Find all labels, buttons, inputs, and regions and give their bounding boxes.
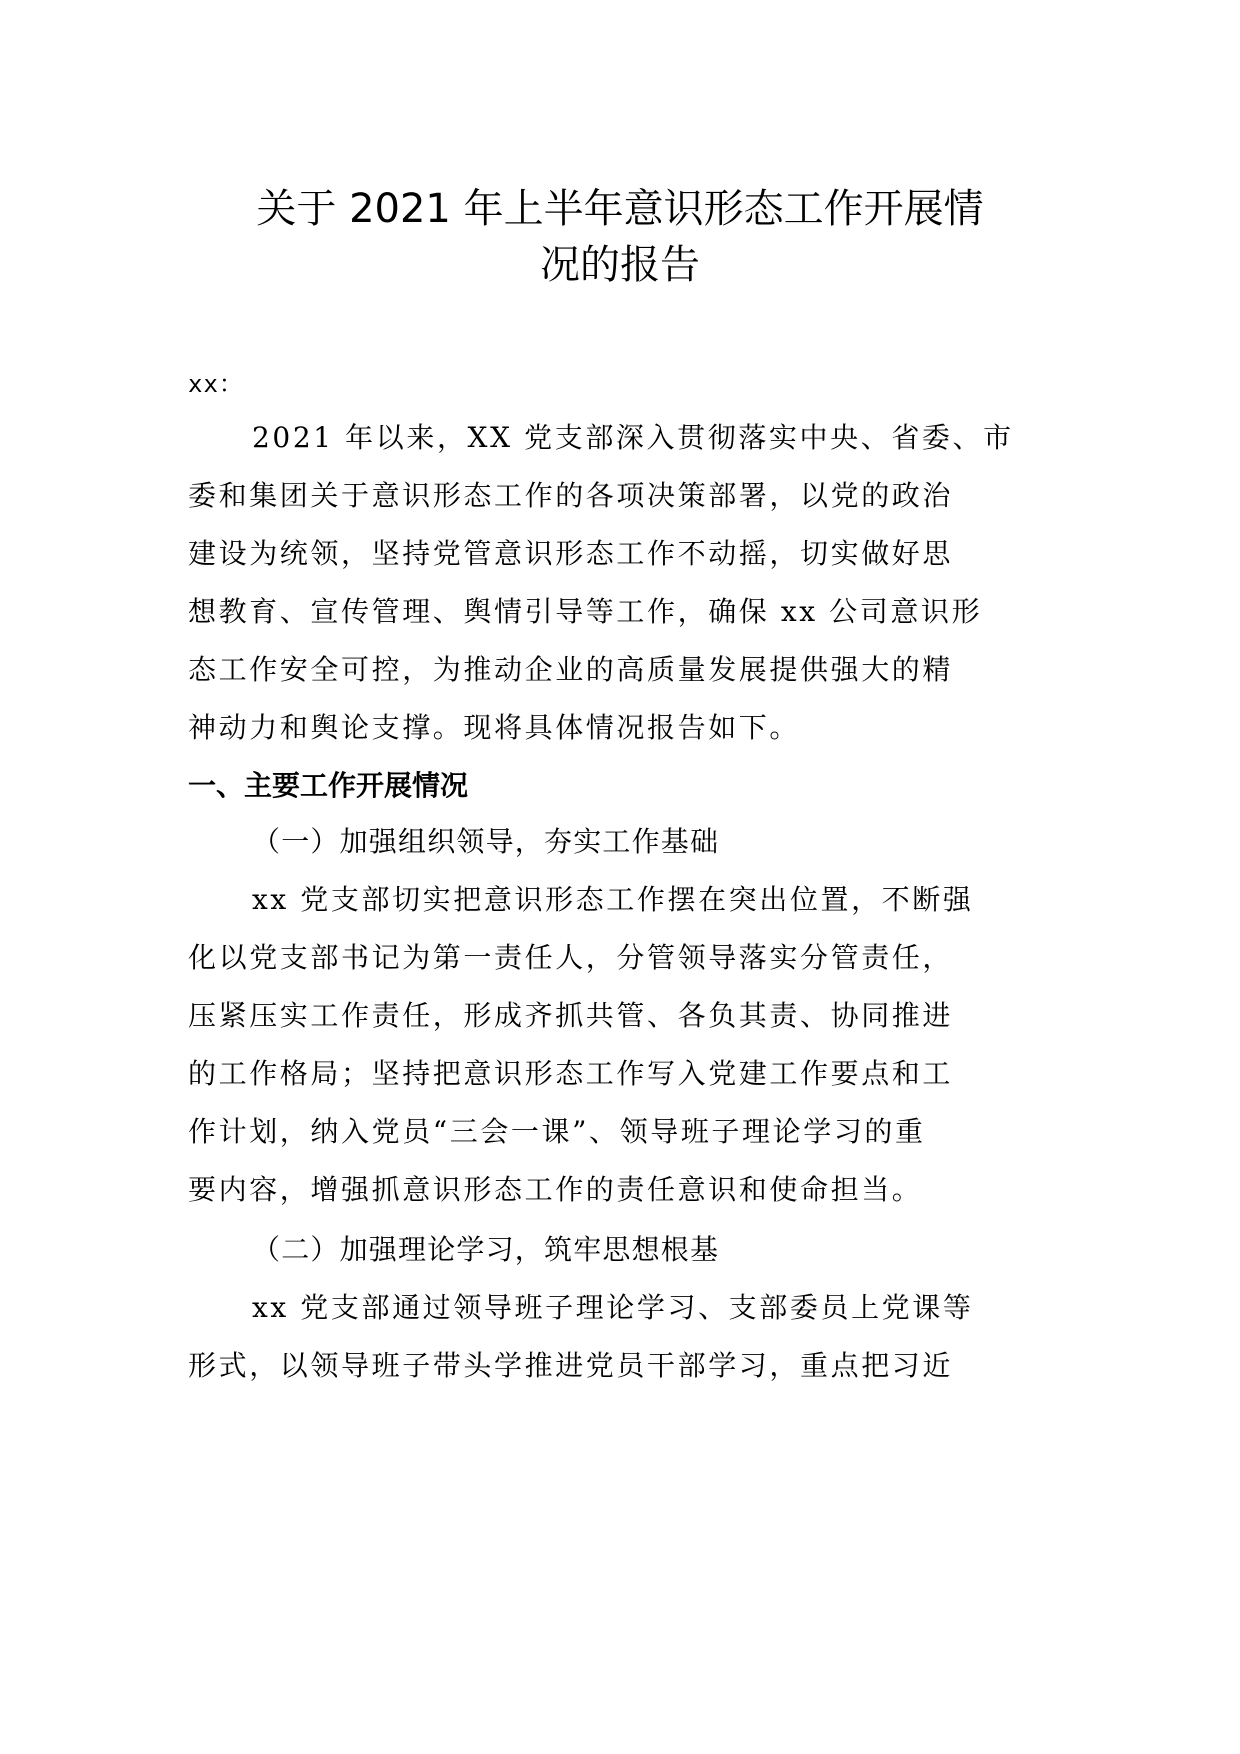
intro-line: 想教育、宣传管理、舆情引导等工作，确保 xx 公司意识形 <box>188 595 983 628</box>
section-heading: 一、主要工作开展情况 <box>188 769 469 802</box>
intro-line: 委和集团关于意识形态工作的各项决策部署，以党的政治 <box>188 479 954 512</box>
intro-line: 神动力和舆论支撑。现将具体情况报告如下。 <box>188 711 801 744</box>
paragraph-line: 要内容，增强抓意识形态工作的责任意识和使命担当。 <box>188 1173 923 1206</box>
document-title-line-1: 关于 2021 年上半年意识形态工作开展情 <box>256 186 984 232</box>
paragraph-line: 形式，以领导班子带头学推进党员干部学习，重点把习近 <box>188 1349 954 1382</box>
paragraph-line: 作计划，纳入党员“三会一课”、领导班子理论学习的重 <box>188 1115 926 1148</box>
subsection-heading: （一）加强组织领导，夯实工作基础 <box>252 825 720 858</box>
paragraph-line: 化以党支部书记为第一责任人，分管领导落实分管责任， <box>188 941 954 974</box>
paragraph-line: 压紧压实工作责任，形成齐抓共管、各负其责、协同推进 <box>188 999 954 1032</box>
paragraph-line: xx 党支部通过领导班子理论学习、支部委员上党课等 <box>252 1291 974 1324</box>
paragraph-line: xx 党支部切实把意识形态工作摆在突出位置，不断强 <box>252 883 974 916</box>
intro-line: 态工作安全可控，为推动企业的高质量发展提供强大的精 <box>188 653 954 686</box>
document-title-line-2: 况的报告 <box>540 242 700 288</box>
intro-line: 2021 年以来，XX 党支部深入贯彻落实中央、省委、市 <box>252 421 1014 454</box>
paragraph-line: 的工作格局；坚持把意识形态工作写入党建工作要点和工 <box>188 1057 954 1090</box>
subsection-heading: （二）加强理论学习，筑牢思想根基 <box>252 1233 720 1266</box>
salutation: xx： <box>188 370 244 398</box>
intro-line: 建设为统领，坚持党管意识形态工作不动摇，切实做好思 <box>188 537 954 570</box>
